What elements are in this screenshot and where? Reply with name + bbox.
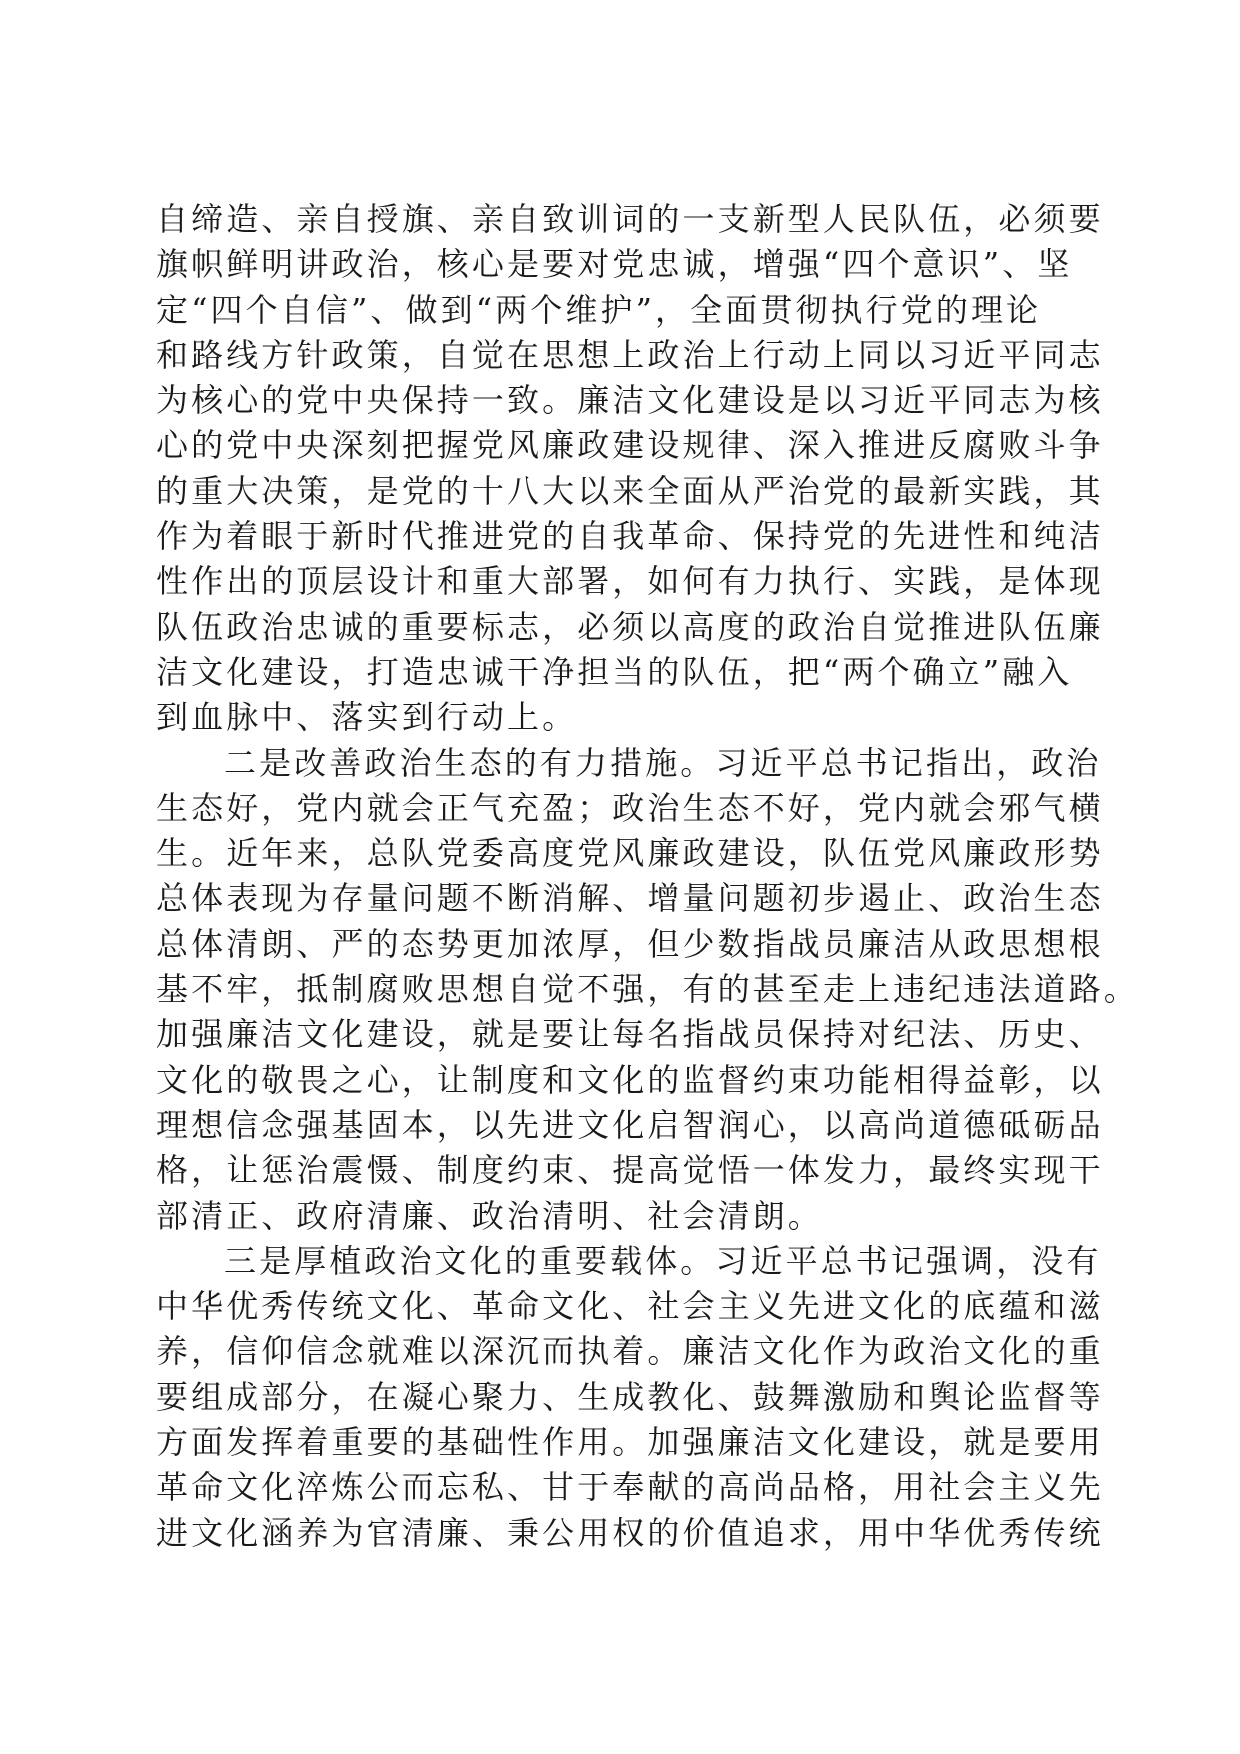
paragraph-first-line: 二是改善政治生态的有力措施。习近平总书记指出，政治	[224, 743, 1102, 782]
text-line: 格，让惩治震慑、制度约束、提高觉悟一体发力，最终实现干	[156, 1151, 1104, 1190]
text-line: 进文化涵养为官清廉、秉公用权的价值追求，用中华优秀传统	[156, 1513, 1104, 1552]
body-text	[156, 197, 1139, 1556]
text-line: 中华优秀传统文化、革命文化、社会主义先进文化的底蕴和滋	[156, 1287, 1104, 1326]
text-line: 总体表现为存量问题不断消解、增量问题初步遏止、政治生态	[156, 879, 1104, 918]
text-line: 生态好，党内就会正气充盈；政治生态不好，党内就会邪气横	[156, 788, 1104, 827]
text-line: 文化的敬畏之心，让制度和文化的监督约束功能相得益彰，以	[156, 1060, 1104, 1099]
text-line: 部清正、政府清廉、政治清明、社会清朗。	[156, 1196, 823, 1235]
text-line: 理想信念强基固本，以先进文化启智润心，以高尚道德砥砺品	[156, 1105, 1104, 1144]
text-line: 定“四个自信”、做到“两个维护”，全面贯彻执行党的理论	[156, 290, 1042, 329]
text-line: 为核心的党中央保持一致。廉洁文化建设是以习近平同志为核	[156, 381, 1104, 420]
text-line: 自缔造、亲自授旗、亲自致训词的一支新型人民队伍，必须要	[156, 200, 1104, 238]
text-line: 和路线方针政策，自觉在思想上政治上行动上同以习近平同志	[156, 335, 1104, 374]
text-line: 旗帜鲜明讲政治，核心是要对党忠诚，增强“四个意识”、坚	[156, 245, 1073, 284]
text-line: 到血脉中、落实到行动上。	[156, 698, 578, 737]
text-line: 加强廉洁文化建设，就是要让每名指战员保持对纪法、历史、	[156, 1015, 1104, 1054]
text-line: 革命文化淬炼公而忘私、甘于奉献的高尚品格，用社会主义先	[156, 1468, 1104, 1507]
text-line: 生。近年来，总队党委高度党风廉政建设，队伍党风廉政形势	[156, 834, 1104, 873]
text-line: 的重大决策，是党的十八大以来全面从严治党的最新实践，其	[156, 471, 1104, 510]
text-line: 养，信仰信念就难以深沉而执着。廉洁文化作为政治文化的重	[156, 1332, 1104, 1371]
text-line: 作为着眼于新时代推进党的自我革命、保持党的先进性和纯洁	[156, 517, 1104, 556]
paragraph-first-line: 三是厚植政治文化的重要载体。习近平总书记强调，没有	[224, 1241, 1102, 1280]
text-line: 要组成部分，在凝心聚力、生成教化、鼓舞激励和舆论监督等	[156, 1377, 1104, 1416]
text-line: 性作出的顶层设计和重大部署，如何有力执行、实践，是体现	[156, 562, 1104, 601]
text-line: 洁文化建设，打造忠诚干净担当的队伍，把“两个确立”融入	[156, 652, 1073, 691]
text-line: 基不牢，抵制腐败思想自觉不强，有的甚至走上违纪违法道路。	[156, 970, 1139, 1009]
text-line: 队伍政治忠诚的重要标志，必须以高度的政治自觉推进队伍廉	[156, 607, 1104, 646]
text-line: 心的党中央深刻把握党风廉政建设规律、深入推进反腐败斗争	[156, 426, 1104, 465]
text-line: 方面发挥着重要的基础性作用。加强廉洁文化建设，就是要用	[156, 1423, 1104, 1462]
text-line: 总体清朗、严的态势更加浓厚，但少数指战员廉洁从政思想根	[156, 924, 1104, 963]
